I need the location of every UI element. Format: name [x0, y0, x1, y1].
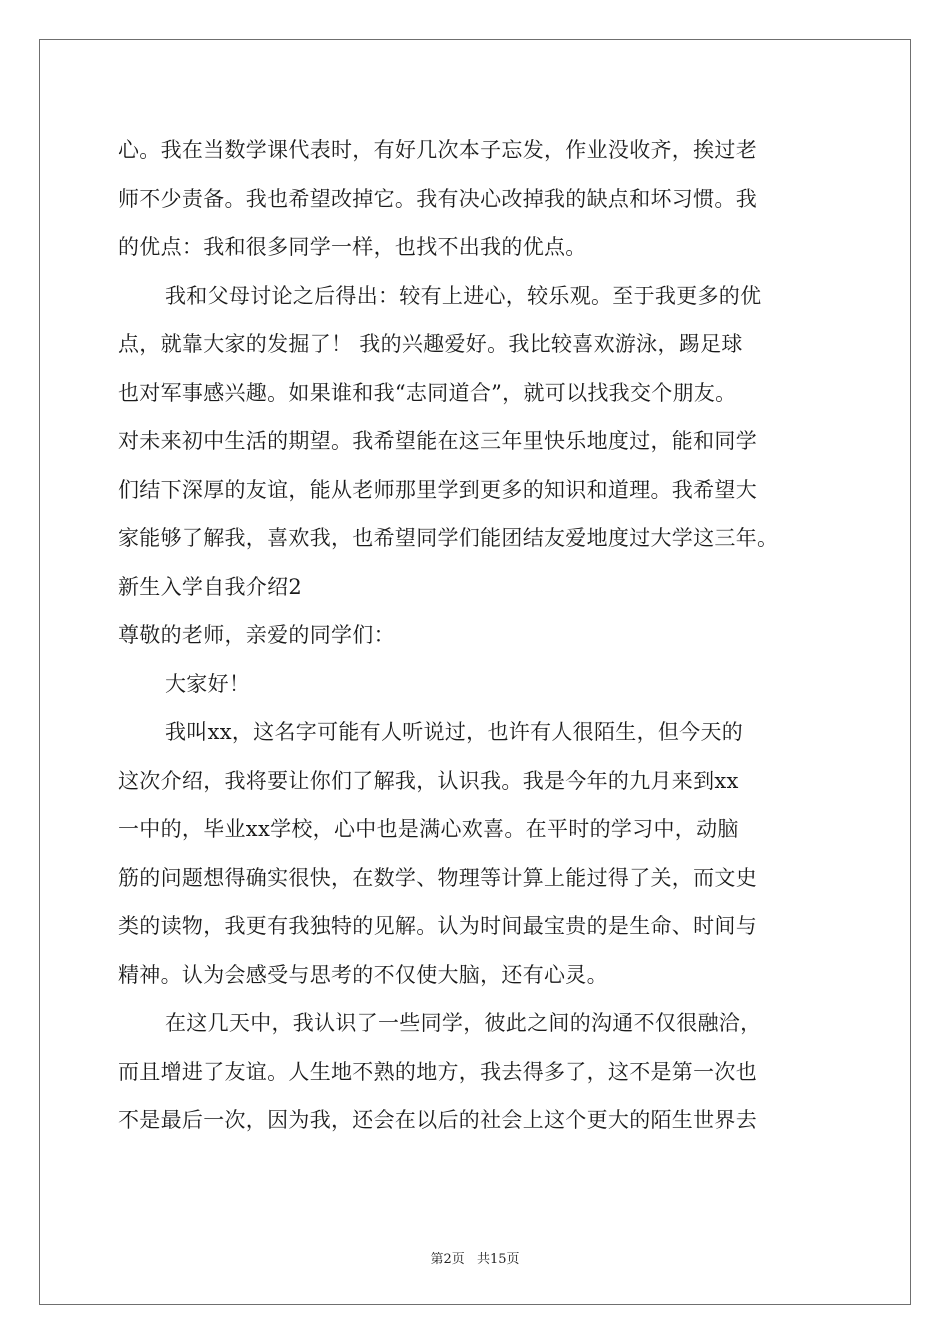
- text-line: 点，就靠大家的发掘了！ 我的兴趣爱好。我比较喜欢游泳，踢足球: [118, 332, 743, 356]
- page-number: 第2页: [430, 1252, 465, 1267]
- text-line: 在这几天中，我认识了一些同学，彼此之间的沟通不仅很融洽，: [165, 1011, 762, 1035]
- text-line: 类的读物，我更有我独特的见解。认为时间最宝贵的是生命、时间与: [118, 914, 757, 938]
- text-line: 不是最后一次，因为我，还会在以后的社会上这个更大的陌生世界去: [118, 1108, 757, 1132]
- text-line: 精神。认为会感受与思考的不仅使大脑，还有心灵。: [118, 962, 608, 987]
- text-line: 们结下深厚的友谊，能从老师那里学到更多的知识和道理。我希望大: [118, 477, 757, 502]
- salutation: 尊敬的老师，亲爱的同学们：: [118, 623, 395, 647]
- text-line: 也对军事感兴趣。如果谁和我“志同道合”，就可以找我交个朋友。: [118, 380, 737, 405]
- text-line: 一中的，毕业xx学校，心中也是满心欢喜。在平时的学习中，动脑: [118, 817, 739, 841]
- text-line: 师不少责备。我也希望改掉它。我有决心改掉我的缺点和坏习惯。我: [118, 186, 757, 211]
- text-line: 这次介绍，我将要让你们了解我，认识我。我是今年的九月来到xx: [118, 768, 739, 793]
- page-total: 共15页: [476, 1252, 520, 1267]
- text-line: 家能够了解我，喜欢我，也希望同学们能团结友爱地度过大学这三年。: [118, 526, 779, 550]
- text-line: 筋的问题想得确实很快，在数学、物理等计算上能过得了关，而文史: [118, 865, 757, 890]
- text-line: 我和父母讨论之后得出：较有上进心，较乐观。至于我更多的优: [165, 283, 762, 308]
- text-line: 对未来初中生活的期望。我希望能在这三年里快乐地度过，能和同学: [118, 429, 757, 453]
- text-line: 心。我在当数学课代表时，有好几次本子忘发，作业没收齐，挨过老: [118, 138, 757, 162]
- section-heading: 新生入学自我介绍2: [118, 574, 303, 599]
- document-body: [118, 130, 838, 1149]
- text-line: 我叫xx，这名字可能有人听说过，也许有人很陌生，但今天的: [165, 720, 744, 744]
- page-footer: [0, 1248, 950, 1267]
- text-line: 而且增进了友谊。人生地不熟的地方，我去得多了，这不是第一次也: [118, 1059, 757, 1084]
- greeting: 大家好！: [165, 671, 251, 696]
- text-line: 的优点：我和很多同学一样，也找不出我的优点。: [118, 235, 587, 259]
